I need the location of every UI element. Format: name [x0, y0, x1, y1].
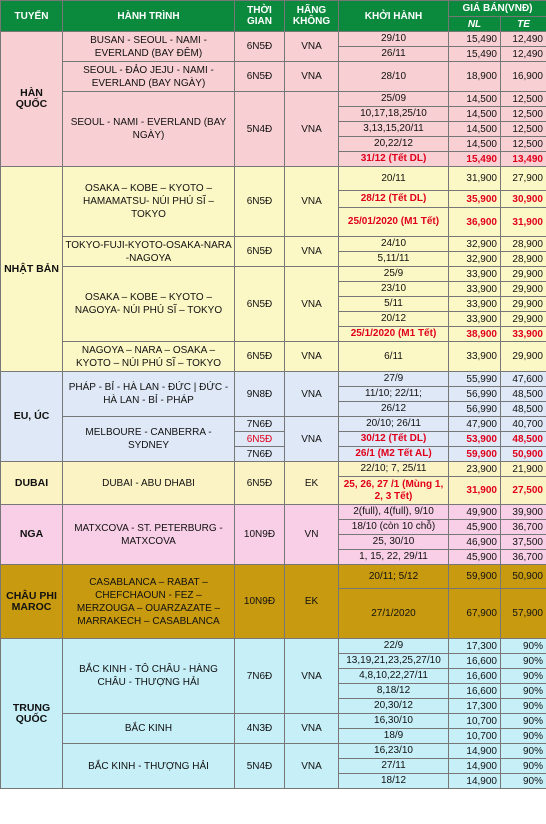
- price-child-cell: 16,900: [501, 62, 546, 92]
- departure-cell: 6/11: [339, 342, 449, 372]
- duration-cell: 5N4Đ: [235, 92, 285, 167]
- table-row: [1, 462, 546, 477]
- header-adult: NL: [449, 17, 501, 32]
- departure-cell: 3,13,15,20/11: [339, 122, 449, 137]
- departure-cell: 4,8,10,22,27/11: [339, 669, 449, 684]
- price-adult-cell: 67,900: [449, 589, 501, 639]
- region-cell: TRUNG QUỐC: [1, 639, 63, 789]
- route-cell: BUSAN - SEOUL - NAMI - EVERLAND (BAY ĐÊM): [63, 32, 235, 62]
- header-region: TUYẾN: [1, 1, 63, 32]
- price-child-cell: 30,900: [501, 191, 546, 208]
- price-child-cell: 90%: [501, 669, 546, 684]
- departure-cell: 26/11: [339, 47, 449, 62]
- duration-cell: 10N9Đ: [235, 505, 285, 565]
- price-child-cell: 50,900: [501, 447, 546, 462]
- price-child-cell: 12,500: [501, 92, 546, 107]
- price-child-cell: 90%: [501, 654, 546, 669]
- departure-cell: 25, 30/10: [339, 535, 449, 550]
- airline-cell: EK: [285, 462, 339, 505]
- price-child-cell: 50,900: [501, 565, 546, 589]
- price-adult-cell: 14,500: [449, 137, 501, 152]
- region-cell: DUBAI: [1, 462, 63, 505]
- price-child-cell: 31,900: [501, 208, 546, 237]
- price-adult-cell: 15,490: [449, 47, 501, 62]
- departure-cell: 20/11: [339, 167, 449, 191]
- price-adult-cell: 55,990: [449, 372, 501, 387]
- price-adult-cell: 14,500: [449, 122, 501, 137]
- price-child-cell: 90%: [501, 684, 546, 699]
- price-adult-cell: 14,500: [449, 92, 501, 107]
- region-cell: NGA: [1, 505, 63, 565]
- duration-cell: 4N3Đ: [235, 714, 285, 744]
- airline-cell: EK: [285, 565, 339, 639]
- departure-cell: 10,17,18,25/10: [339, 107, 449, 122]
- table-row: [1, 342, 546, 372]
- airline-cell: VNA: [285, 267, 339, 342]
- price-child-cell: 39,900: [501, 505, 546, 520]
- departure-cell: 18/10 (còn 10 chỗ): [339, 520, 449, 535]
- price-adult-cell: 33,900: [449, 342, 501, 372]
- table-row: [1, 372, 546, 387]
- departure-cell: 26/12: [339, 402, 449, 417]
- header-airline: HÃNG KHÔNG: [285, 1, 339, 32]
- table-row: [1, 167, 546, 191]
- route-cell: OSAKA – KOBE – KYOTO – HAMAMATSU- NÚI PHÚ SĨ – TOKYO: [63, 167, 235, 237]
- departure-cell: 24/10: [339, 237, 449, 252]
- price-adult-cell: 32,900: [449, 237, 501, 252]
- price-adult-cell: 45,900: [449, 520, 501, 535]
- price-adult-cell: 17,300: [449, 699, 501, 714]
- price-adult-cell: 45,900: [449, 550, 501, 565]
- route-cell: PHÁP - BỈ - HÀ LAN - ĐỨC | ĐỨC - HÀ LAN - BỈ - PHÁP: [63, 372, 235, 417]
- price-child-cell: 48,500: [501, 432, 546, 447]
- price-child-cell: 90%: [501, 699, 546, 714]
- departure-cell: 29/10: [339, 32, 449, 47]
- price-adult-cell: 53,900: [449, 432, 501, 447]
- route-cell: BẮC KINH - TÔ CHÂU - HÀNG CHÂU - THƯỢNG HẢI: [63, 639, 235, 714]
- price-child-cell: 27,500: [501, 477, 546, 505]
- header-duration: THỜI GIAN: [235, 1, 285, 32]
- departure-cell: 30/12 (Tết DL): [339, 432, 449, 447]
- region-cell: EU, ÚC: [1, 372, 63, 462]
- departure-cell: 25/1/2020 (M1 Tết): [339, 327, 449, 342]
- price-child-cell: 36,700: [501, 520, 546, 535]
- price-adult-cell: 33,900: [449, 297, 501, 312]
- price-child-cell: 29,900: [501, 297, 546, 312]
- price-child-cell: 90%: [501, 639, 546, 654]
- price-adult-cell: 16,600: [449, 654, 501, 669]
- price-adult-cell: 59,900: [449, 565, 501, 589]
- table-row: [1, 639, 546, 654]
- duration-cell: 6N5Đ: [235, 32, 285, 62]
- price-adult-cell: 10,700: [449, 714, 501, 729]
- route-cell: TOKYO-FUJI-KYOTO-OSAKA-NARA -NAGOYA: [63, 237, 235, 267]
- airline-cell: VNA: [285, 639, 339, 714]
- airline-cell: VNA: [285, 237, 339, 267]
- departure-cell: 25, 26, 27 /1 (Mùng 1, 2, 3 Tết): [339, 477, 449, 505]
- price-child-cell: 29,900: [501, 267, 546, 282]
- duration-cell: 6N5Đ: [235, 237, 285, 267]
- price-child-cell: 90%: [501, 714, 546, 729]
- table-body: [1, 32, 546, 789]
- table-row: [1, 744, 546, 759]
- airline-cell: VNA: [285, 62, 339, 92]
- price-adult-cell: 56,990: [449, 402, 501, 417]
- price-child-cell: 90%: [501, 774, 546, 789]
- departure-cell: 18/9: [339, 729, 449, 744]
- departure-cell: 20/11; 5/12: [339, 565, 449, 589]
- airline-cell: VNA: [285, 92, 339, 167]
- departure-cell: 2(full), 4(full), 9/10: [339, 505, 449, 520]
- duration-cell: 6N5Đ: [235, 267, 285, 342]
- route-cell: MELBOURE - CANBERRA - SYDNEY: [63, 417, 235, 462]
- duration-cell: 6N5Đ: [235, 342, 285, 372]
- departure-cell: 20/12: [339, 312, 449, 327]
- table-row: [1, 92, 546, 107]
- duration-cell: 9N8Đ: [235, 372, 285, 417]
- price-child-cell: 28,900: [501, 237, 546, 252]
- price-child-cell: 36,700: [501, 550, 546, 565]
- table-row: [1, 237, 546, 252]
- departure-cell: 5/11: [339, 297, 449, 312]
- price-adult-cell: 31,900: [449, 167, 501, 191]
- price-child-cell: 27,900: [501, 167, 546, 191]
- price-child-cell: 12,490: [501, 32, 546, 47]
- price-adult-cell: 14,900: [449, 774, 501, 789]
- departure-cell: 20,22/12: [339, 137, 449, 152]
- price-child-cell: 37,500: [501, 535, 546, 550]
- departure-cell: 22/10; 7, 25/11: [339, 462, 449, 477]
- departure-cell: 8,18/12: [339, 684, 449, 699]
- table-row: [1, 62, 546, 92]
- region-cell: NHẬT BẢN: [1, 167, 63, 372]
- departure-cell: 13,19,21,23,25,27/10: [339, 654, 449, 669]
- header-child: TE: [501, 17, 546, 32]
- departure-cell: 26/1 (M2 Tết AL): [339, 447, 449, 462]
- price-adult-cell: 56,990: [449, 387, 501, 402]
- duration-cell: 6N5Đ: [235, 462, 285, 505]
- departure-cell: 20/10; 26/11: [339, 417, 449, 432]
- airline-cell: VNA: [285, 744, 339, 789]
- airline-cell: VN: [285, 505, 339, 565]
- departure-cell: 27/9: [339, 372, 449, 387]
- departure-cell: 28/12 (Tết DL): [339, 191, 449, 208]
- duration-cell: 7N6Đ: [235, 639, 285, 714]
- price-adult-cell: 10,700: [449, 729, 501, 744]
- airline-cell: VNA: [285, 342, 339, 372]
- price-child-cell: 29,900: [501, 312, 546, 327]
- departure-cell: 11/10; 22/11;: [339, 387, 449, 402]
- price-adult-cell: 17,300: [449, 639, 501, 654]
- departure-cell: 20,30/12: [339, 699, 449, 714]
- duration-cell: 6N5Đ: [235, 432, 285, 447]
- airline-cell: VNA: [285, 417, 339, 462]
- header-price: GIÁ BÁN(VNĐ): [449, 1, 546, 17]
- price-child-cell: 12,500: [501, 122, 546, 137]
- price-child-cell: 47,600: [501, 372, 546, 387]
- price-adult-cell: 32,900: [449, 252, 501, 267]
- header-departure: KHỞI HÀNH: [339, 1, 449, 32]
- departure-cell: 16,30/10: [339, 714, 449, 729]
- price-adult-cell: 49,900: [449, 505, 501, 520]
- duration-cell: 7N6Đ: [235, 447, 285, 462]
- table-row: [1, 417, 546, 432]
- price-adult-cell: 23,900: [449, 462, 501, 477]
- departure-cell: 31/12 (Tết DL): [339, 152, 449, 167]
- airline-cell: VNA: [285, 32, 339, 62]
- price-adult-cell: 14,900: [449, 744, 501, 759]
- price-adult-cell: 31,900: [449, 477, 501, 505]
- price-child-cell: 21,900: [501, 462, 546, 477]
- price-child-cell: 48,500: [501, 387, 546, 402]
- departure-cell: 16,23/10: [339, 744, 449, 759]
- duration-cell: 7N6Đ: [235, 417, 285, 432]
- table-row: [1, 714, 546, 729]
- header-route: HÀNH TRÌNH: [63, 1, 235, 32]
- price-child-cell: 40,700: [501, 417, 546, 432]
- duration-cell: 10N9Đ: [235, 565, 285, 639]
- duration-cell: 6N5Đ: [235, 167, 285, 237]
- route-cell: OSAKA – KOBE – KYOTO – NAGOYA- NÚI PHÚ SĨ – TOKYO: [63, 267, 235, 342]
- price-adult-cell: 15,490: [449, 32, 501, 47]
- price-adult-cell: 33,900: [449, 312, 501, 327]
- departure-cell: 23/10: [339, 282, 449, 297]
- route-cell: NAGOYA – NARA – OSAKA – KYOTO – NÚI PHÚ SĨ – TOKYO: [63, 342, 235, 372]
- route-cell: MATXCOVA - ST. PETERBURG - MATXCOVA: [63, 505, 235, 565]
- price-adult-cell: 33,900: [449, 267, 501, 282]
- table-row: [1, 32, 546, 47]
- route-cell: CASABLANCA – RABAT – CHEFCHAOUN - FEZ – MERZOUGA – OUARZAZATE – MARRAKECH – CASABLANCA: [63, 565, 235, 639]
- airline-cell: VNA: [285, 372, 339, 417]
- price-adult-cell: 35,900: [449, 191, 501, 208]
- price-child-cell: 90%: [501, 729, 546, 744]
- price-adult-cell: 15,490: [449, 152, 501, 167]
- airline-cell: VNA: [285, 167, 339, 237]
- price-adult-cell: 36,900: [449, 208, 501, 237]
- departure-cell: 22/9: [339, 639, 449, 654]
- departure-cell: 5,11/11: [339, 252, 449, 267]
- table-row: [1, 267, 546, 282]
- departure-cell: 25/09: [339, 92, 449, 107]
- table-row: [1, 505, 546, 520]
- route-cell: BẮC KINH - THƯỢNG HẢI: [63, 744, 235, 789]
- departure-cell: 1, 15, 22, 29/11: [339, 550, 449, 565]
- price-adult-cell: 16,600: [449, 684, 501, 699]
- price-child-cell: 28,900: [501, 252, 546, 267]
- departure-cell: 25/9: [339, 267, 449, 282]
- price-adult-cell: 33,900: [449, 282, 501, 297]
- departure-cell: 25/01/2020 (M1 Tết): [339, 208, 449, 237]
- route-cell: SEOUL - NAMI - EVERLAND (BAY NGÀY): [63, 92, 235, 167]
- airline-cell: VNA: [285, 714, 339, 744]
- price-adult-cell: 14,500: [449, 107, 501, 122]
- price-adult-cell: 16,600: [449, 669, 501, 684]
- price-child-cell: 57,900: [501, 589, 546, 639]
- price-child-cell: 29,900: [501, 282, 546, 297]
- price-child-cell: 48,500: [501, 402, 546, 417]
- price-child-cell: 29,900: [501, 342, 546, 372]
- route-cell: SEOUL - ĐẢO JEJU - NAMI - EVERLAND (BAY NGÀY): [63, 62, 235, 92]
- price-child-cell: 90%: [501, 759, 546, 774]
- region-cell: HÀN QUỐC: [1, 32, 63, 167]
- price-adult-cell: 14,900: [449, 759, 501, 774]
- route-cell: DUBAI - ABU DHABI: [63, 462, 235, 505]
- price-child-cell: 13,490: [501, 152, 546, 167]
- duration-cell: 5N4Đ: [235, 744, 285, 789]
- price-adult-cell: 38,900: [449, 327, 501, 342]
- price-adult-cell: 18,900: [449, 62, 501, 92]
- price-adult-cell: 59,900: [449, 447, 501, 462]
- departure-cell: 28/10: [339, 62, 449, 92]
- table-row: [1, 565, 546, 589]
- price-child-cell: 12,500: [501, 107, 546, 122]
- price-child-cell: 12,490: [501, 47, 546, 62]
- duration-cell: 6N5Đ: [235, 62, 285, 92]
- price-child-cell: 33,900: [501, 327, 546, 342]
- departure-cell: 18/12: [339, 774, 449, 789]
- departure-cell: 27/1/2020: [339, 589, 449, 639]
- price-adult-cell: 46,900: [449, 535, 501, 550]
- price-child-cell: 12,500: [501, 137, 546, 152]
- region-cell: CHÂU PHI MAROC: [1, 565, 63, 639]
- route-cell: BẮC KINH: [63, 714, 235, 744]
- price-adult-cell: 47,900: [449, 417, 501, 432]
- price-child-cell: 90%: [501, 744, 546, 759]
- departure-cell: 27/11: [339, 759, 449, 774]
